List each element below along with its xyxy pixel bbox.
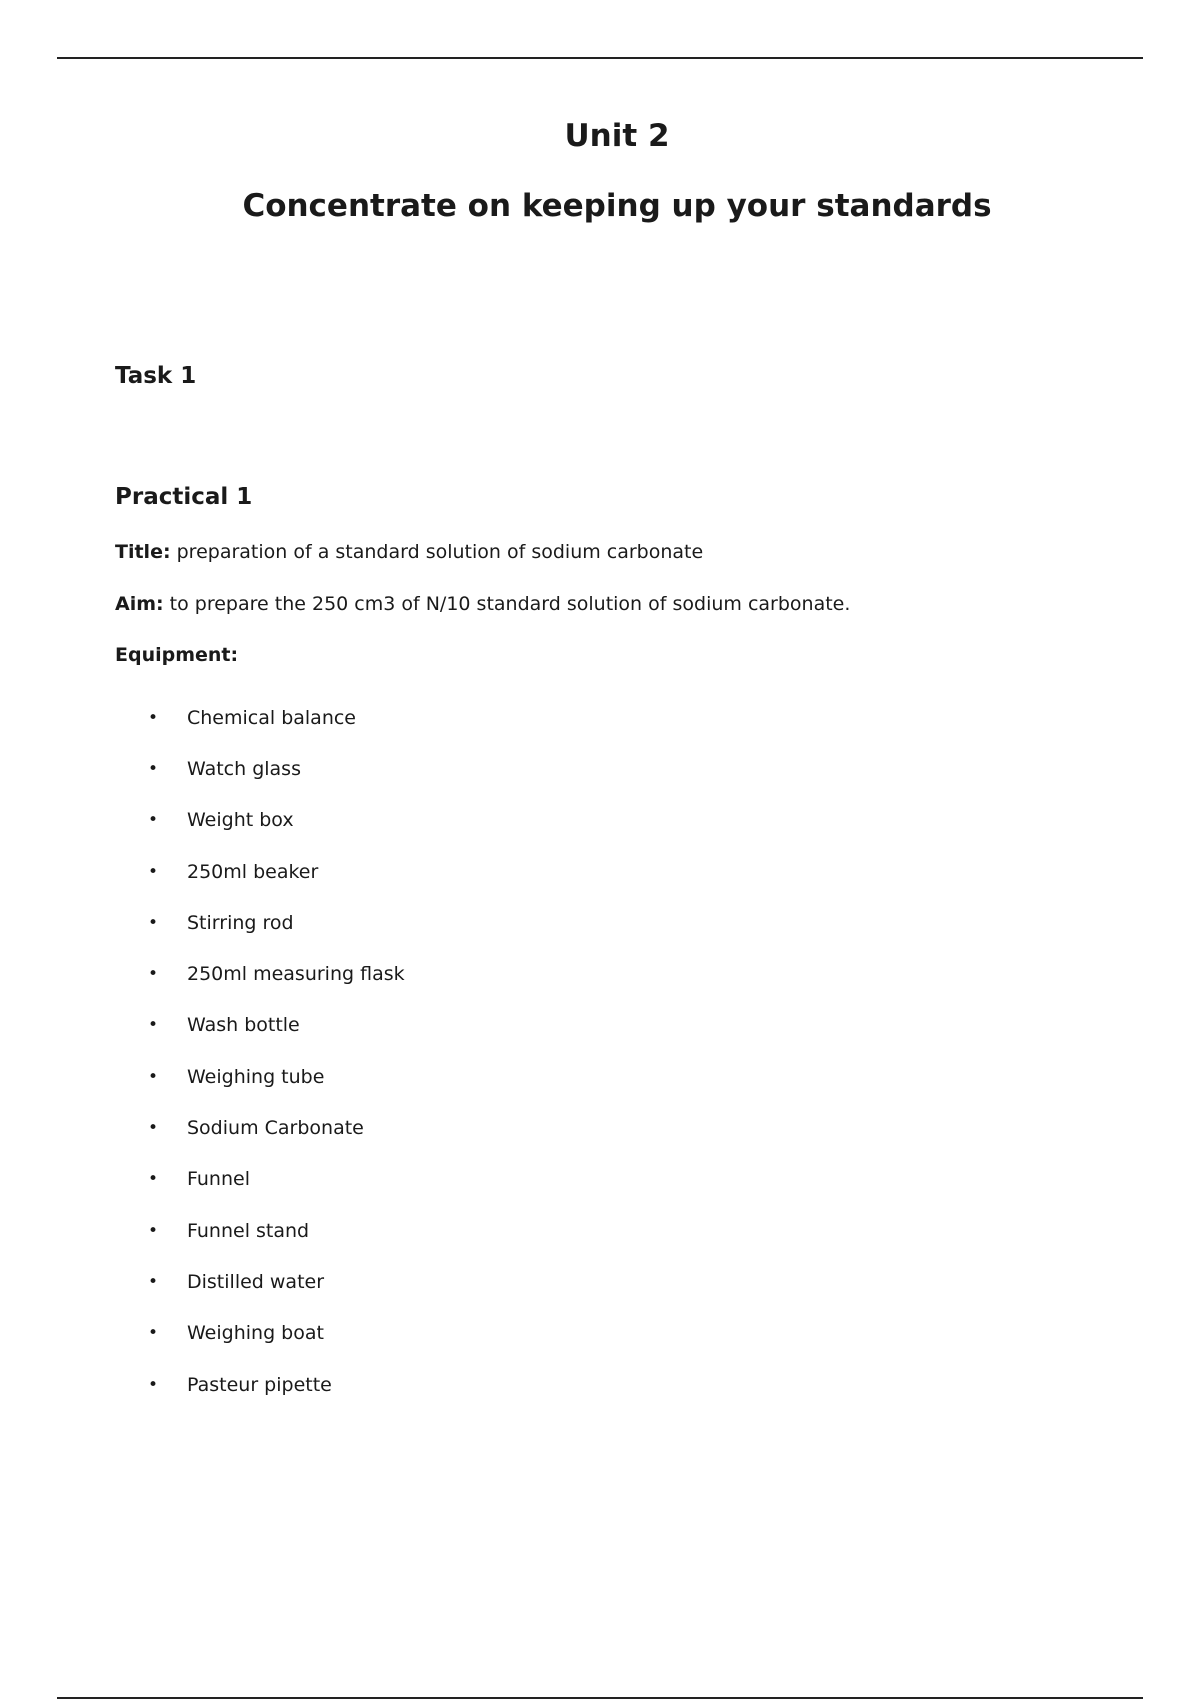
list-item [148, 1000, 405, 1051]
list-item [148, 1308, 405, 1359]
list-item-text: Pasteur pipette [187, 1373, 332, 1396]
practical-heading: Practical 1 [115, 484, 253, 510]
list-item [148, 1359, 405, 1410]
bullet-icon: • [148, 1118, 159, 1139]
list-item-text: Funnel stand [187, 1219, 310, 1242]
list-item-text: Chemical balance [187, 706, 356, 729]
list-item [148, 1205, 405, 1256]
title-text: preparation of a standard solution of sodium carbonate [176, 541, 704, 563]
bullet-icon: • [148, 1374, 159, 1395]
bottom-rule [57, 1697, 1143, 1699]
task-heading: Task 1 [115, 363, 197, 389]
list-item-text: Weight box [187, 809, 294, 832]
bullet-icon: • [148, 1015, 159, 1036]
list-item-text: 250ml measuring flask [187, 963, 405, 986]
list-item [148, 1256, 405, 1307]
bullet-icon: • [148, 1220, 159, 1241]
bullet-icon: • [148, 861, 159, 882]
bullet-icon: • [148, 1066, 159, 1087]
equipment-label: Equipment: [115, 644, 239, 666]
bullet-icon: • [148, 964, 159, 985]
bullet-icon: • [148, 1271, 159, 1292]
list-item [148, 948, 405, 999]
bullet-icon: • [148, 912, 159, 933]
list-item [148, 692, 405, 743]
list-item [148, 1102, 405, 1153]
bullet-icon: • [148, 758, 159, 779]
list-item-text: Funnel [187, 1168, 250, 1191]
list-item-text: Distilled water [187, 1270, 325, 1293]
title-label: Title: [115, 541, 171, 563]
list-item-text: Stirring rod [187, 911, 294, 934]
list-item-text: Wash bottle [187, 1014, 300, 1037]
bullet-icon: • [148, 1323, 159, 1344]
list-item [148, 1051, 405, 1102]
bullet-icon: • [148, 1169, 159, 1190]
title-line [115, 541, 703, 563]
list-item [148, 795, 405, 846]
bullet-icon: • [148, 810, 159, 831]
list-item [148, 846, 405, 897]
aim-text: to prepare the 250 cm3 of N/10 standard solution of sodium carbonate. [169, 593, 851, 615]
document-subtitle: Concentrate on keeping up your standards [242, 188, 992, 224]
aim-label: Aim: [115, 593, 164, 615]
list-item-text: Weighing boat [187, 1322, 324, 1345]
bullet-icon: • [148, 707, 159, 728]
equipment-list [148, 692, 405, 1410]
top-rule [57, 57, 1143, 59]
list-item [148, 897, 405, 948]
list-item-text: Sodium Carbonate [187, 1117, 364, 1140]
list-item-text: 250ml beaker [187, 860, 319, 883]
list-item-text: Weighing tube [187, 1065, 325, 1088]
list-item [148, 1154, 405, 1205]
unit-title: Unit 2 [564, 118, 670, 154]
list-item [148, 743, 405, 794]
list-item-text: Watch glass [187, 757, 301, 780]
aim-line [115, 593, 850, 615]
